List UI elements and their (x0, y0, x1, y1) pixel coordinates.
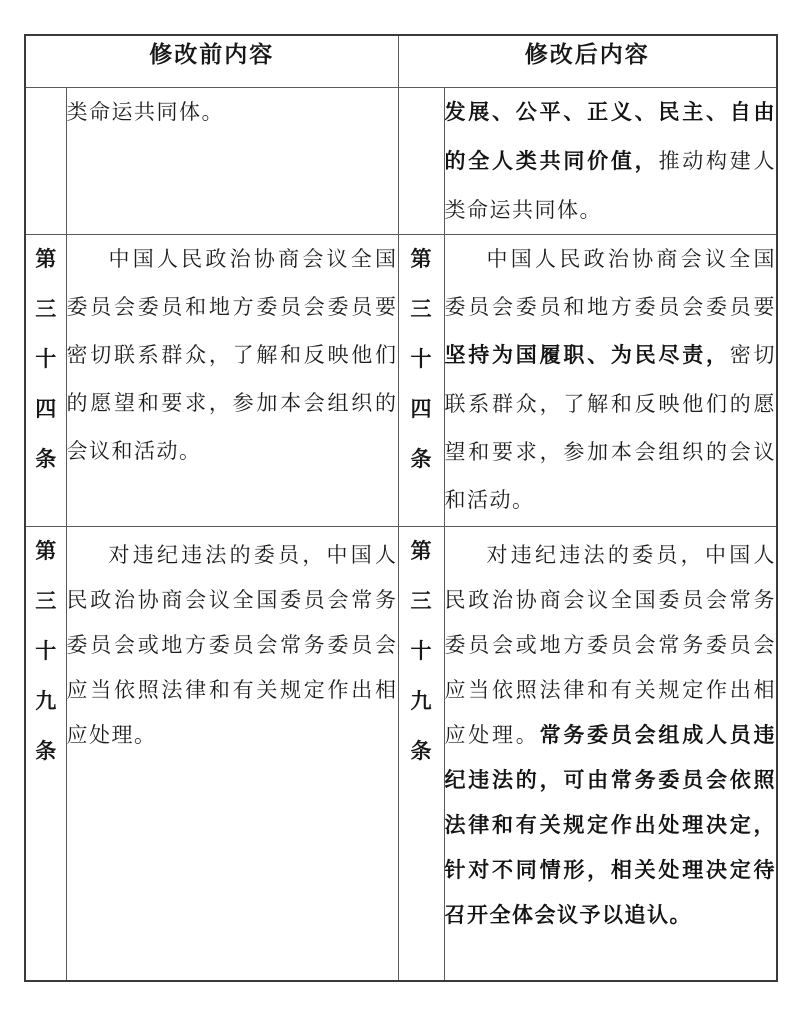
article-number-cell-after (398, 526, 444, 981)
after-paragraph: 中国人民政治协商会议全国委员会委员和地方委员会委员要坚持为国履职、为民尽责，密切联系群众，了解和反映他们的愿望和要求，参加本会组织的会议和活动。 (444, 246, 777, 512)
article-number-cell-empty-after (398, 87, 444, 234)
amendment-comparison-table (24, 34, 778, 982)
article-number-cell-after (398, 234, 444, 526)
after-content-cell (444, 526, 777, 981)
before-content-cell (66, 87, 398, 234)
header-before-content: 修改前内容 (25, 35, 398, 87)
after-paragraph: 对违纪违法的委员，中国人民政治协商会议全国委员会常务委员会或地方委员会常务委员会应当依照法律和有关规定作出相应处理。常务委员会组成人员违纪违法的，可由常务委员会依照法律和有关规定作出处理决定，针对不同情形，相关处理决定待召开全体会议予以追认。 (444, 542, 777, 927)
after-paragraph: 发展、公平、正义、民主、自由的全人类共同价值，推动构建人类命运共同体。 (444, 100, 777, 222)
article-number-vertical: 第三十九条 (410, 539, 432, 763)
after-content-cell (444, 87, 777, 234)
header-after-content: 修改后内容 (398, 35, 777, 87)
table-header-row (25, 35, 777, 87)
before-content-cell (66, 526, 398, 981)
after-content-cell (444, 234, 777, 526)
table-row-article-34 (25, 234, 777, 526)
table-row-article-39 (25, 526, 777, 981)
article-number-cell-before (25, 526, 66, 981)
article-number-vertical: 第三十四条 (35, 247, 57, 471)
before-paragraph: 中国人民政治协商会议全国委员会委员和地方委员会委员要密切联系群众，了解和反映他们的愿望和要求，参加本会组织的会议和活动。 (66, 246, 398, 463)
article-number-vertical: 第三十四条 (410, 247, 432, 471)
before-content-cell (66, 234, 398, 526)
table-row-continuation (25, 87, 777, 234)
before-paragraph: 对违纪违法的委员，中国人民政治协商会议全国委员会常务委员会或地方委员会常务委员会应当依照法律和有关规定作出相应处理。 (66, 542, 398, 747)
article-number-cell-before (25, 234, 66, 526)
article-number-cell-empty-before (25, 87, 66, 234)
before-paragraph: 类命运共同体。 (66, 99, 224, 124)
article-number-vertical: 第三十九条 (35, 539, 57, 763)
